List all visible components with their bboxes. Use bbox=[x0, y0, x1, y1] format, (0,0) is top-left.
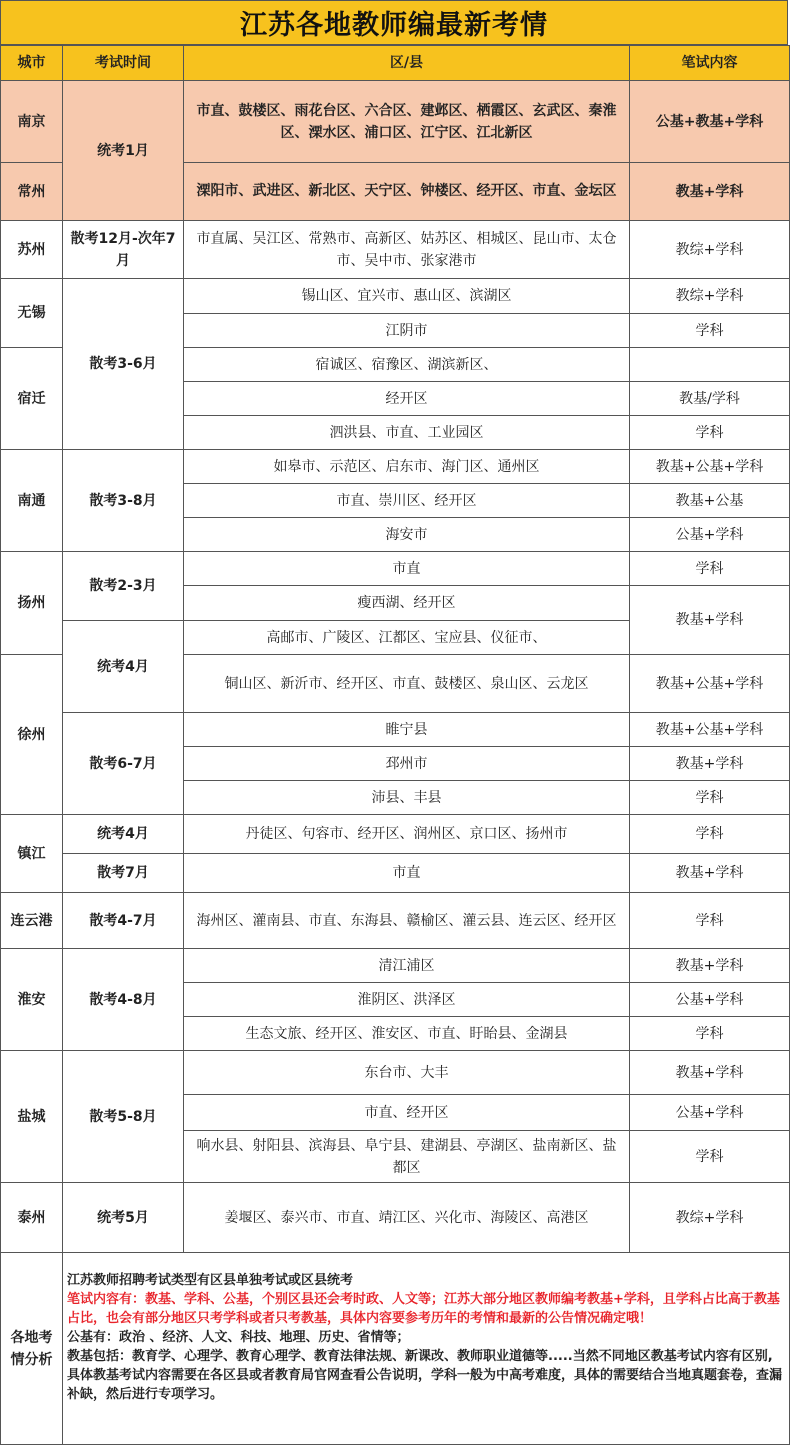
district-cell: 高邮市、广陵区、江都区、宝应县、仪征市、 bbox=[184, 621, 630, 655]
district-cell: 江阴市 bbox=[184, 314, 630, 348]
time-cell: 统考4月 bbox=[63, 815, 184, 854]
analysis-line: 教基包括：教育学、心理学、教育心理学、教育法律法规、新课改、教师职业道德等.....当然不同地区教基考试内容有区别,具体教基考试内容需要在各区县或者教育局官网查看公告说明，学科一般为中高考难度，具体的需要结合当地真题套卷，查漏补缺，然后进行专项学习。 bbox=[67, 1349, 783, 1402]
content-cell: 教基+公基+学科 bbox=[630, 655, 790, 713]
table-row bbox=[1, 1183, 790, 1253]
city-cell-huaian: 淮安 bbox=[1, 949, 63, 1051]
content-cell: 教基+学科 bbox=[630, 163, 790, 221]
district-cell: 生态文旅、经开区、淮安区、市直、盱眙县、金湖县 bbox=[184, 1017, 630, 1051]
content-cell: 教基+学科 bbox=[630, 949, 790, 983]
district-cell: 睢宁县 bbox=[184, 713, 630, 747]
time-cell: 散考7月 bbox=[63, 854, 184, 893]
city-cell-nantong: 南通 bbox=[1, 450, 63, 552]
time-cell: 散考4-8月 bbox=[63, 949, 184, 1051]
district-cell: 铜山区、新沂市、经开区、市直、鼓楼区、泉山区、云龙区 bbox=[184, 655, 630, 713]
analysis-line: 江苏教师招聘考试类型有区县单独考试或区县统考 bbox=[67, 1273, 354, 1288]
header-time: 考试时间 bbox=[63, 46, 184, 81]
time-cell: 散考12月-次年7月 bbox=[63, 221, 184, 279]
district-cell: 丹徒区、句容市、经开区、润州区、京口区、扬州市 bbox=[184, 815, 630, 854]
time-cell: 统考5月 bbox=[63, 1183, 184, 1253]
content-cell: 教基+学科 bbox=[630, 1051, 790, 1095]
district-cell: 市直、崇川区、经开区 bbox=[184, 484, 630, 518]
analysis-line: 公基有：政治 、经济、人文、科技、地理、历史、省情等； bbox=[67, 1330, 410, 1345]
header-row bbox=[1, 46, 790, 81]
city-cell-wuxi: 无锡 bbox=[1, 279, 63, 348]
city-cell-zhenjiang: 镇江 bbox=[1, 815, 63, 893]
content-cell: 学科 bbox=[630, 893, 790, 949]
content-cell: 教基+学科 bbox=[630, 747, 790, 781]
content-cell: 学科 bbox=[630, 781, 790, 815]
analysis-text bbox=[63, 1253, 790, 1445]
district-cell: 东台市、大丰 bbox=[184, 1051, 630, 1095]
district-cell: 邳州市 bbox=[184, 747, 630, 781]
time-cell-tongkao-4: 统考4月 bbox=[63, 621, 184, 713]
content-cell: 教基/学科 bbox=[630, 382, 790, 416]
analysis-highlight: 笔试内容有：教基、学科、公基，个别区县还会考时政、人文等；江苏大部分地区教师编考教基+学科，且学科占比高于教基占比，也会有部分地区只考学科或者只考教基，具体内容要参考历年的考情和最新的公告情况确定哦！ bbox=[67, 1292, 780, 1326]
district-cell: 市直 bbox=[184, 552, 630, 586]
time-cell: 散考5-8月 bbox=[63, 1051, 184, 1183]
district-cell: 海州区、灌南县、市直、东海县、赣榆区、灌云县、连云区、经开区 bbox=[184, 893, 630, 949]
district-cell: 市直属、吴江区、常熟市、高新区、姑苏区、相城区、昆山市、太仓市、吴中市、张家港市 bbox=[184, 221, 630, 279]
table-row bbox=[1, 815, 790, 854]
content-cell: 公基+学科 bbox=[630, 518, 790, 552]
content-cell: 教基+公基+学科 bbox=[630, 450, 790, 484]
district-cell: 淮阴区、洪泽区 bbox=[184, 983, 630, 1017]
time-cell-tongkao-1: 统考1月 bbox=[63, 81, 184, 221]
district-cell: 市直、经开区 bbox=[184, 1095, 630, 1131]
time-cell-sanka-3-6: 散考3-6月 bbox=[63, 279, 184, 450]
city-cell-suqian: 宿迁 bbox=[1, 348, 63, 450]
content-cell: 教基+公基 bbox=[630, 484, 790, 518]
time-cell: 散考3-8月 bbox=[63, 450, 184, 552]
content-cell: 公基+学科 bbox=[630, 983, 790, 1017]
district-cell: 溧阳市、武进区、新北区、天宁区、钟楼区、经开区、市直、金坛区 bbox=[184, 163, 630, 221]
district-cell: 瘦西湖、经开区 bbox=[184, 586, 630, 621]
time-cell: 散考2-3月 bbox=[63, 552, 184, 621]
city-cell-lianyungang: 连云港 bbox=[1, 893, 63, 949]
table-row bbox=[1, 81, 790, 163]
analysis-row bbox=[1, 1253, 790, 1445]
content-cell: 教基+公基+学科 bbox=[630, 713, 790, 747]
content-cell: 公基+教基+学科 bbox=[630, 81, 790, 163]
district-cell: 市直 bbox=[184, 854, 630, 893]
table-row bbox=[1, 552, 790, 586]
table-row bbox=[1, 893, 790, 949]
district-cell: 沛县、丰县 bbox=[184, 781, 630, 815]
content-cell bbox=[630, 348, 790, 382]
content-cell: 教基+学科 bbox=[630, 586, 790, 655]
district-cell: 姜堰区、泰兴市、市直、靖江区、兴化市、海陵区、高港区 bbox=[184, 1183, 630, 1253]
city-cell-suzhou: 苏州 bbox=[1, 221, 63, 279]
district-cell: 经开区 bbox=[184, 382, 630, 416]
header-content: 笔试内容 bbox=[630, 46, 790, 81]
city-cell-nanjing: 南京 bbox=[1, 81, 63, 163]
district-cell: 清江浦区 bbox=[184, 949, 630, 983]
time-cell: 散考6-7月 bbox=[63, 713, 184, 815]
content-cell: 学科 bbox=[630, 416, 790, 450]
district-cell: 泗洪县、市直、工业园区 bbox=[184, 416, 630, 450]
header-city: 城市 bbox=[1, 46, 63, 81]
table-row bbox=[1, 221, 790, 279]
table-row bbox=[1, 854, 790, 893]
city-cell-xuzhou: 徐州 bbox=[1, 655, 63, 815]
content-cell: 公基+学科 bbox=[630, 1095, 790, 1131]
city-cell-yancheng: 盐城 bbox=[1, 1051, 63, 1183]
table-row bbox=[1, 1051, 790, 1095]
content-cell: 学科 bbox=[630, 1017, 790, 1051]
header-district: 区/县 bbox=[184, 46, 630, 81]
content-cell: 教基+学科 bbox=[630, 854, 790, 893]
content-cell: 学科 bbox=[630, 314, 790, 348]
district-cell: 海安市 bbox=[184, 518, 630, 552]
city-cell-changzhou: 常州 bbox=[1, 163, 63, 221]
table-row bbox=[1, 949, 790, 983]
sheet-title: 江苏各地教师编最新考情 bbox=[0, 0, 788, 45]
district-cell: 响水县、射阳县、滨海县、阜宁县、建湖县、亭湖区、盐南新区、盐都区 bbox=[184, 1131, 630, 1183]
district-cell: 如皋市、示范区、启东市、海门区、通州区 bbox=[184, 450, 630, 484]
district-cell: 宿诚区、宿豫区、湖滨新区、 bbox=[184, 348, 630, 382]
time-cell: 散考4-7月 bbox=[63, 893, 184, 949]
content-cell: 学科 bbox=[630, 1131, 790, 1183]
district-cell: 锡山区、宜兴市、惠山区、滨湖区 bbox=[184, 279, 630, 314]
table-row bbox=[1, 450, 790, 484]
exam-table bbox=[0, 45, 790, 1445]
table-row bbox=[1, 279, 790, 314]
table-row bbox=[1, 713, 790, 747]
content-cell: 学科 bbox=[630, 815, 790, 854]
city-cell-yangzhou: 扬州 bbox=[1, 552, 63, 655]
content-cell: 教综+学科 bbox=[630, 221, 790, 279]
district-cell: 市直、鼓楼区、雨花台区、六合区、建邺区、栖霞区、玄武区、秦淮区、溧水区、浦口区、江宁区、江北新区 bbox=[184, 81, 630, 163]
content-cell: 教综+学科 bbox=[630, 1183, 790, 1253]
city-cell-taizhou: 泰州 bbox=[1, 1183, 63, 1253]
content-cell: 教综+学科 bbox=[630, 279, 790, 314]
content-cell: 学科 bbox=[630, 552, 790, 586]
analysis-label: 各地考情分析 bbox=[1, 1253, 63, 1445]
